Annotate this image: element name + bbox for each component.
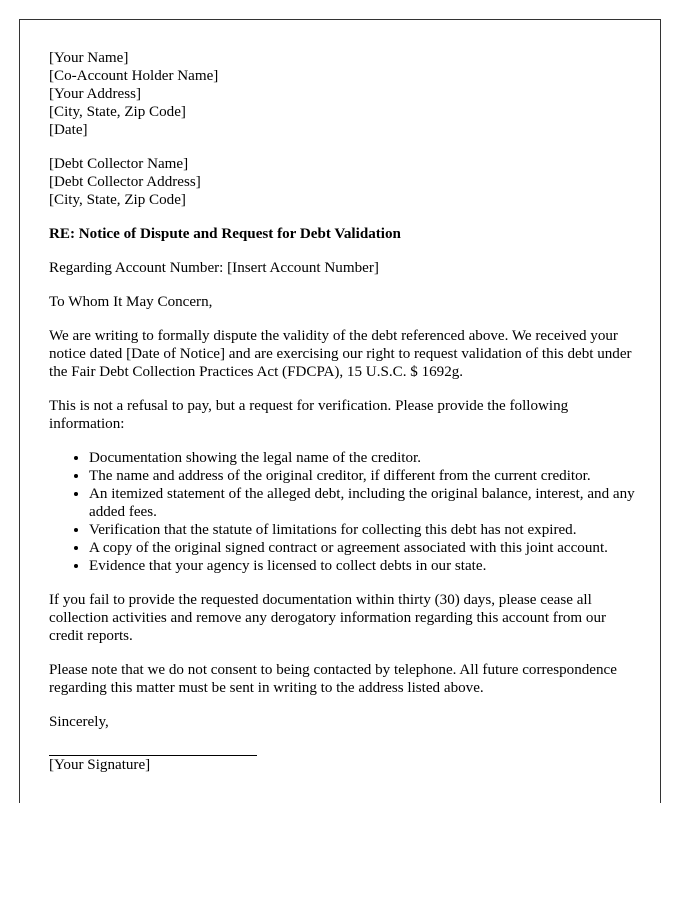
collector-city-state-zip: [City, State, Zip Code]: [49, 192, 186, 208]
salutation: To Whom It May Concern,: [49, 294, 213, 310]
list-item: • Verification that the statute of limitations for collecting this debt has not expired.: [89, 521, 639, 539]
list-item: • Documentation showing the legal name of the creditor.: [89, 449, 639, 467]
dispute-paragraph: We are writing to formally dispute the validity of the debt referenced above. We received your notice dated [Date of Notice] and are exercising our right to request validation of this debt under the Fair Debt Collection Practices Act (FDCPA), 15 U.S.C. $ 1692g.: [49, 328, 632, 380]
collector-address: [Debt Collector Address]: [49, 174, 201, 190]
sender-address: [Your Address]: [49, 86, 141, 102]
request-list: [49, 449, 639, 575]
co-account-holder-name: [Co-Account Holder Name]: [49, 68, 219, 84]
signature-placeholder: [Your Signature]: [49, 757, 151, 773]
recipient-block: [49, 155, 639, 209]
list-item: • Evidence that your agency is licensed to collect debts in our state.: [89, 557, 639, 575]
sender-block: [49, 49, 639, 139]
closing: Sincerely,: [49, 714, 109, 730]
no-telephone-paragraph: Please note that we do not consent to being contacted by telephone. All future correspondence regarding this matter must be sent in writing to the address listed above.: [49, 662, 617, 696]
list-item: • The name and address of the original creditor, if different from the current creditor.: [89, 467, 639, 485]
sender-city-state-zip: [City, State, Zip Code]: [49, 104, 186, 120]
list-item: • An itemized statement of the alleged debt, including the original balance, interest, and any added fees.: [89, 485, 639, 521]
signature-line: [49, 731, 257, 756]
sender-name: [Your Name]: [49, 50, 129, 66]
letter-date: [Date]: [49, 122, 88, 138]
list-item: • A copy of the original signed contract or agreement associated with this joint account.: [89, 539, 639, 557]
subject-line: RE: Notice of Dispute and Request for Debt Validation: [49, 226, 401, 242]
letter-page: [19, 19, 661, 803]
account-number-line: Regarding Account Number: [Insert Account Number]: [49, 260, 379, 276]
letter-body: [49, 49, 639, 774]
verification-paragraph: This is not a refusal to pay, but a request for verification. Please provide the following information:: [49, 398, 569, 432]
collector-name: [Debt Collector Name]: [49, 156, 189, 172]
deadline-paragraph: If you fail to provide the requested documentation within thirty (30) days, please cease all collection activities and remove any derogatory information regarding this account from our credit reports.: [49, 592, 607, 644]
